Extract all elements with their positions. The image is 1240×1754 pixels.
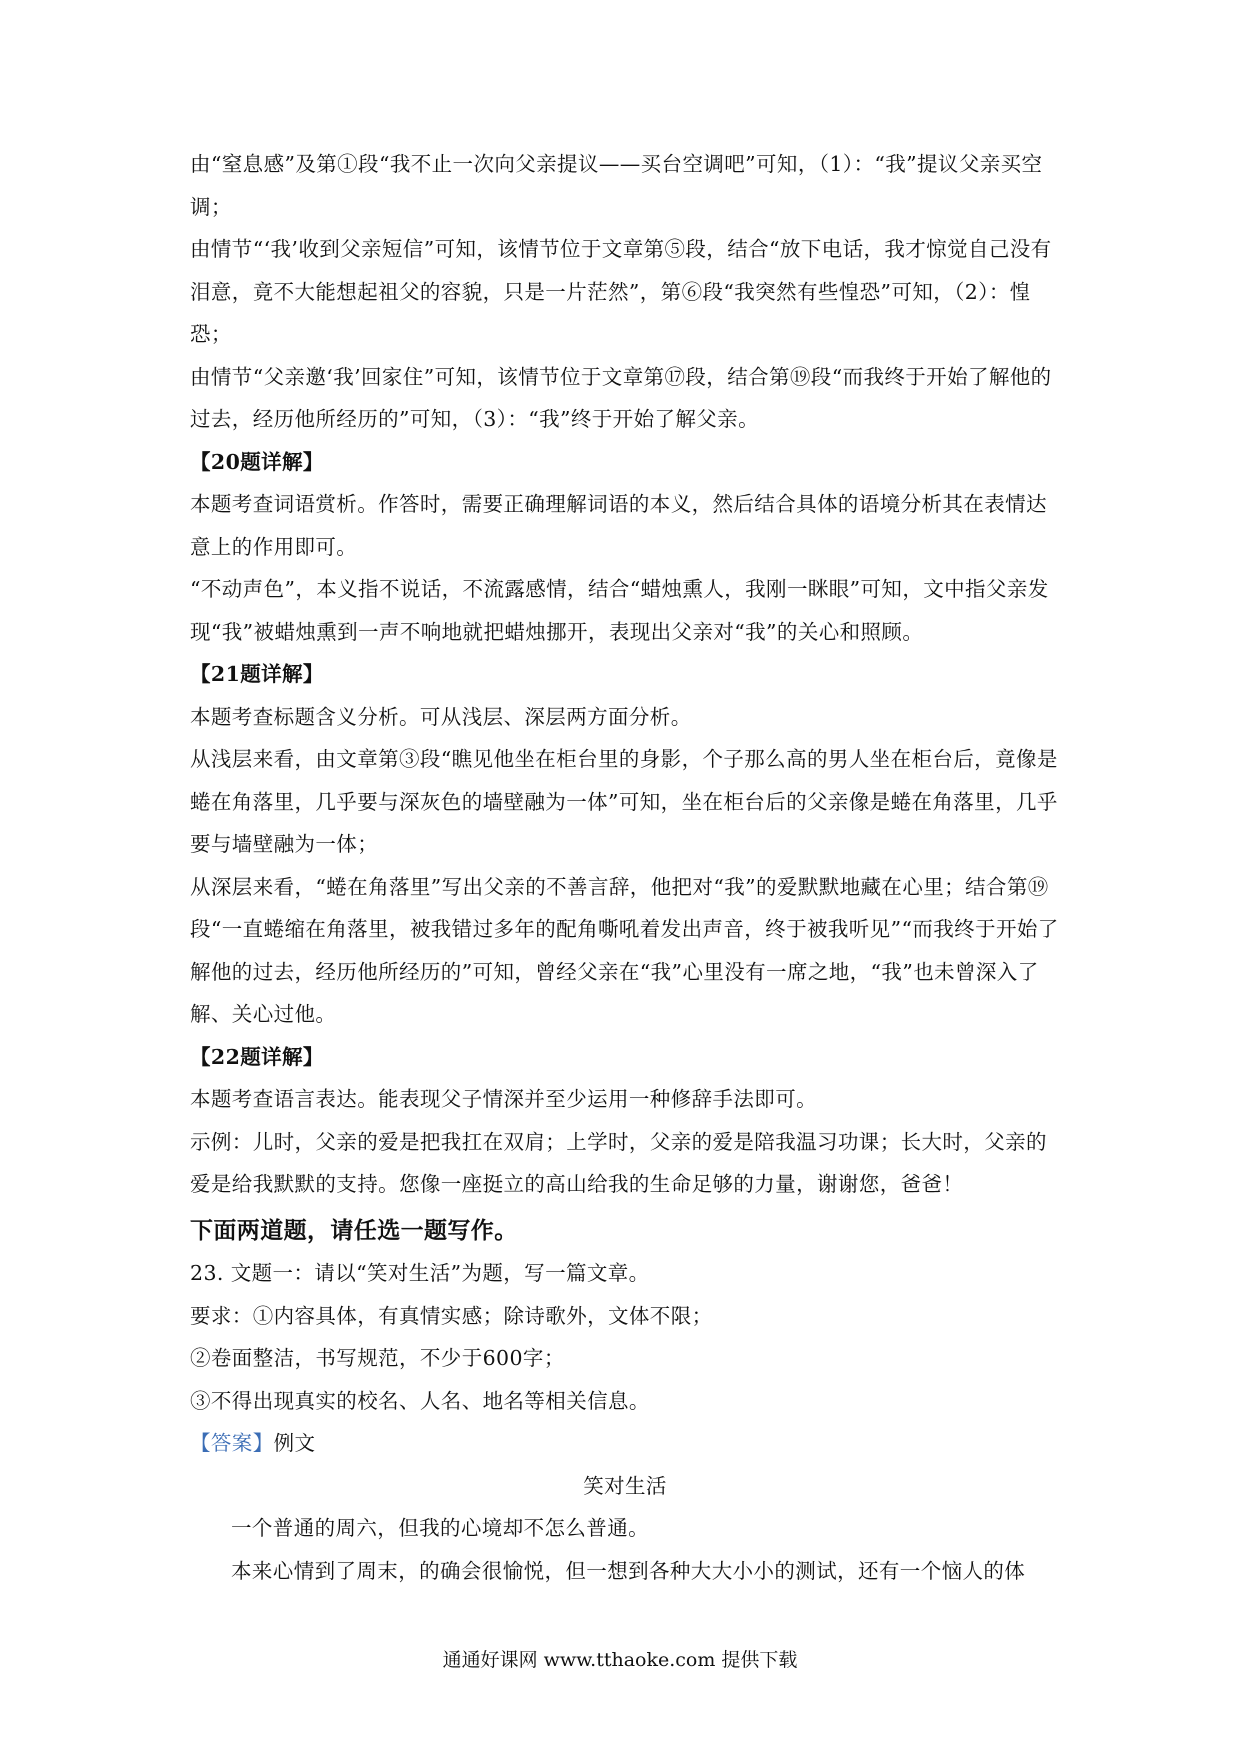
essay-title: 笑对生活 <box>583 1473 667 1498</box>
paragraph: 由情节“‘我’收到父亲短信”可知，该情节位于文章第⑤段，结合“放下电话，我才惊觉自己没有泪意，竟不大能想起祖父的容貌，只是一片茫然”，第⑥段“我突然有些惶恐”可知，（2）：惶恐； <box>190 237 1052 346</box>
paragraph: 由情节“父亲邀‘我’回家住”可知，该情节位于文章第⑰段，结合第⑲段“而我终于开始了解他的过去，经历他所经历的”可知，（3）：“我”终于开始了解父亲。 <box>190 364 1052 431</box>
paragraph: 由“窒息感”及第①段“我不止一次向父亲提议——买台空调吧”可知，（1）：“我”提议父亲买空调； <box>190 152 1043 219</box>
requirement-1: 要求：①内容具体，有真情实感；除诗歌外，文体不限； <box>190 1303 713 1328</box>
paragraph: 从浅层来看，由文章第③段“瞧见他坐在柜台里的身影，个子那么高的男人坐在柜台后，竟像是蜷在角落里，几乎要与深灰色的墙壁融为一体”可知，坐在柜台后的父亲像是蜷在角落里，几乎要与墙壁融为一体； <box>190 747 1058 856</box>
paragraph: 本题考查标题含义分析。可从浅层、深层两方面分析。 <box>190 704 692 729</box>
section-heading-20: 【20题详解】 <box>190 449 324 474</box>
paragraph: 本题考查语言表达。能表现父子情深并至少运用一种修辞手法即可。 <box>190 1087 817 1111</box>
essay-paragraph: 本来心情到了周末，的确会很愉悦，但一想到各种大大小小的测试，还有一个恼人的体 <box>231 1558 1026 1583</box>
paragraph: 本题考查词语赏析。作答时，需要正确理解词语的本义，然后结合具体的语境分析其在表情达意上的作用即可。 <box>190 492 1047 559</box>
writing-prompt-title: 下面两道题，请任选一题写作。 <box>190 1217 518 1244</box>
paragraph: “不动声色”，本义指不说话，不流露感情，结合“蜡烛熏人，我刚一眯眼”可知，文中指父亲发现“我”被蜡烛熏到一声不响地就把蜡烛挪开，表现出父亲对“我”的关心和照顾。 <box>190 577 1049 644</box>
question-23: 23. 文题一：请以“笑对生活”为题，写一篇文章。 <box>190 1261 650 1285</box>
answer-tag: 【答案】 <box>190 1431 274 1455</box>
page-footer: 通通好课网 www.tthaoke.com 提供下载 <box>442 1649 798 1671</box>
answer-line <box>190 1422 1060 1465</box>
paragraph: 从深层来看，“蜷在角落里”写出父亲的不善言辞，他把对“我”的爱默默地藏在心里；结合第⑲段“一直蜷缩在角落里，被我错过多年的配角嘶吼着发出声音，终于被我听见”“而我终于开始了解他的过去，经历他所经历的”可知，曾经父亲在“我”心里没有一席之地，“我”也未曾深入了解、关心过他。 <box>190 874 1059 1026</box>
paragraph: 示例：儿时，父亲的爱是把我扛在双肩；上学时，父亲的爱是陪我温习功课；长大时，父亲的爱是给我默默的支持。您像一座挺立的高山给我的生命足够的力量，谢谢您，爸爸！ <box>190 1129 1047 1196</box>
requirement-2: ②卷面整洁，书写规范，不少于600字； <box>190 1346 565 1370</box>
section-heading-22: 【22题详解】 <box>190 1044 324 1069</box>
section-heading-21: 【21题详解】 <box>190 662 324 686</box>
requirement-3: ③不得出现真实的校名、人名、地名等相关信息。 <box>190 1388 650 1413</box>
answer-text: 例文 <box>273 1431 316 1455</box>
essay-paragraph: 一个普通的周六，但我的心境却不怎么普通。 <box>231 1516 649 1540</box>
document-body <box>190 143 1060 1592</box>
